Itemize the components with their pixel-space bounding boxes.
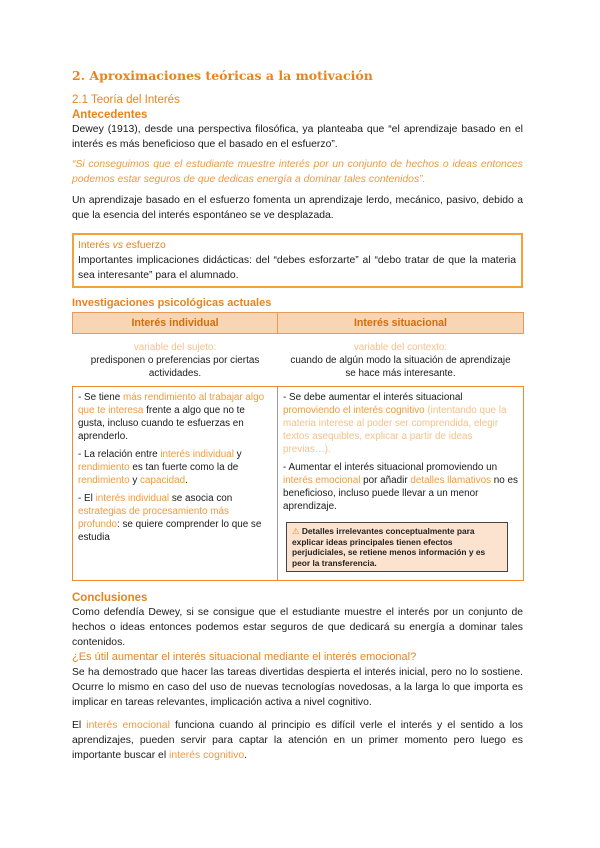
list-item: - Aumentar el interés situacional promoviendo un interés emocional por añadir detalles llamativos no es beneficioso, incluso puede llevar a un menor aprendizaje. [283,462,518,512]
conclusiones-question: ¿Es útil aumentar el interés situacional mediante el interés emocional? [72,651,417,663]
section-title: 2. Aproximaciones teóricas a la motivación [72,68,373,83]
list-item: - Se tiene más rendimiento al trabajar algo que te interesa frente a algo que no te gusta, incluso cuando te esfuerzas en aprenderlo. [78,392,265,442]
warning-note: ⚠ Detalles irrelevantes conceptualmente para explicar ideas principales tienen efectos perjudiciales, se retiene menos información y es peor la transferencia. [286,522,508,572]
antecedentes-paragraph: Dewey (1913), desde una perspectiva filosófica, ya planteaba que “el aprendizaje basado en el interés es más beneficioso que el basado en el esfuerzo”. [72,124,523,150]
individual-definition: variable del sujeto: predisponen o preferencias por ciertas actividades. [90,342,260,379]
individual-findings [73,387,278,581]
tareas-paragraph: Se ha demostrado que hacer las tareas divertidas despierta el interés inicial, pero no lo sostiene. Ocurre lo mismo en caso del uso de nuevas tecnologías novedosas, a la larga lo que importa es implicar en tareas relevantes, implicación activa a nivel cognitivo. [72,667,523,708]
col-interes-situacional: Interés situacional [278,313,524,334]
interest-comparison-table [72,312,524,581]
conclusiones-heading: Conclusiones [72,592,148,604]
subsection-title: 2.1 Teoría del Interés [72,94,180,106]
interes-emocional-paragraph: El interés emocional funciona cuando al principio es difícil verle el interés y el sentido a los aprendizajes, pueden servir para captar la atención en un primer momento pero luego es importante buscar el interés cognitivo. [72,720,524,761]
esfuerzo-paragraph: Un aprendizaje basado en el esfuerzo fomenta un aprendizaje lerdo, mecánico, pasivo, debido a que la esencia del interés espontáneo se ve desplazada. [72,195,523,221]
box-text: Importantes implicaciones didácticas: del “debes esforzarte” al “debo tratar de que la materia sea interesante” para el alumnado. [78,255,516,281]
situacional-findings [278,387,524,581]
dewey-quote: “Si conseguimos que el estudiante muestre interés por un conjunto de hechos o ideas entonces podemos estar seguros de que dedicas energía a dominar tales contenidos”. [72,159,523,185]
situacional-definition: variable del contexto: cuando de algún modo la situación de aprendizaje se hace más interesante. [290,342,511,379]
interes-vs-esfuerzo-box [72,233,523,288]
investigaciones-heading: Investigaciones psicológicas actuales [72,297,272,309]
box-title: Interés vs esfuerzo [78,240,166,251]
warning-icon: ⚠ [292,526,300,536]
antecedentes-heading: Antecedentes [72,109,148,121]
list-item: - Se debe aumentar el interés situacional promoviendo el interés cognitivo (intentando que la materia interese al poder ser comprendida, elegir textos asequibles, explicar a partir de ideas previas…). [283,392,507,455]
list-item: - La relación entre interés individual y rendimiento es tan fuerte como la de rendimiento y capacidad. [78,449,242,486]
conclusiones-paragraph: Como defendía Dewey, si se consigue que el estudiante muestre el interés por un conjunto de hechos o ideas entonces podemos estar seguros de que dedicará su energía a dominar tales contenidos. [72,607,523,648]
list-item: - El interés individual se asocia con estrategias de procesamiento más profundo: se quiere comprender lo que se estudia [78,493,262,543]
col-interes-individual: Interés individual [73,313,278,334]
document-page [72,68,523,763]
